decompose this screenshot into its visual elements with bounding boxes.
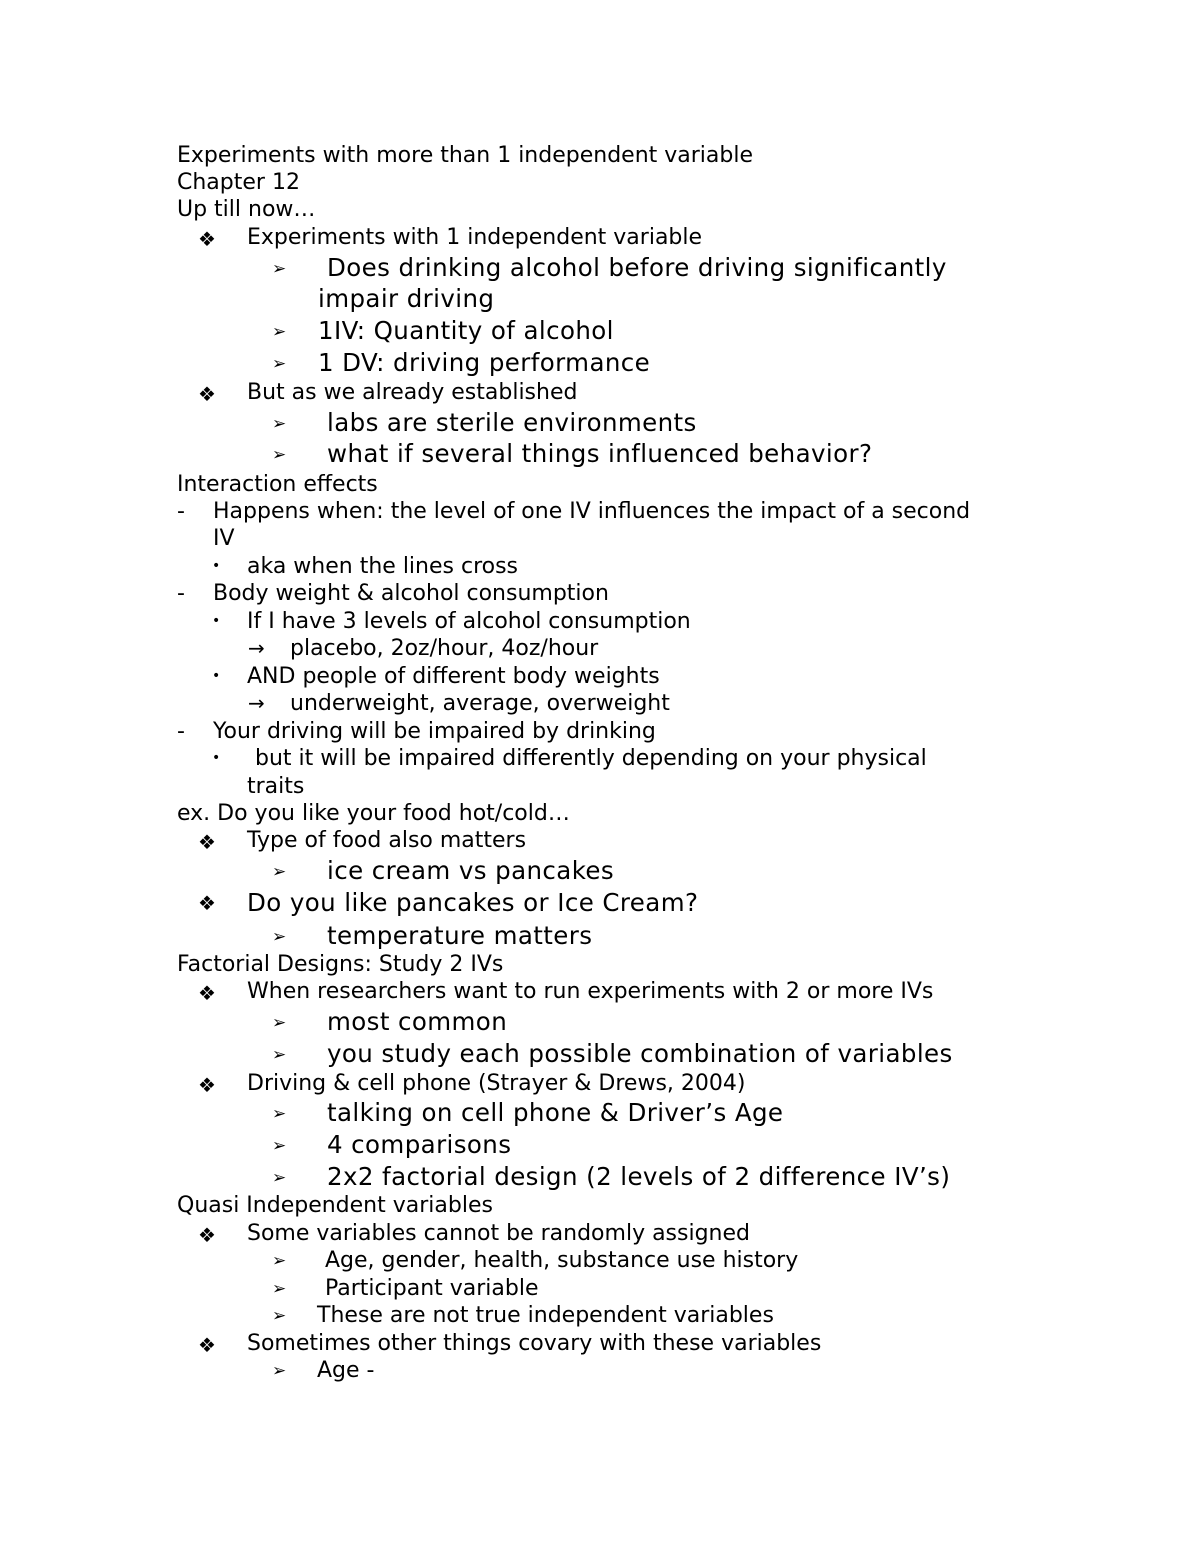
sub-bullet-item: temperature matters	[327, 921, 593, 950]
bullet-item: Your driving will be impaired by drinking	[213, 719, 656, 744]
bullet-continuation: IV	[213, 526, 235, 551]
bullet-item: Do you like pancakes or Ice Cream?	[247, 888, 699, 917]
dash-bullet-icon: -	[177, 719, 185, 744]
sub-bullet-item: 4 comparisons	[327, 1130, 512, 1159]
diamond-bullet-icon: ❖	[198, 891, 216, 915]
dot-bullet-icon: •	[212, 750, 221, 766]
bullet-item: But as we already established	[247, 380, 578, 405]
arrowhead-bullet-icon: ➢	[272, 927, 287, 947]
dash-bullet-icon: -	[177, 499, 185, 524]
sub-bullet-item: Age -	[317, 1358, 375, 1383]
diamond-bullet-icon: ❖	[198, 1073, 216, 1097]
bullet-item: Type of food also matters	[247, 828, 527, 853]
bullet-item: When researchers want to run experiments with 2 or more IVs	[247, 979, 934, 1004]
arrowhead-bullet-icon: ➢	[272, 354, 287, 374]
sub-bullet-item: Age, gender, health, substance use history	[325, 1248, 799, 1273]
sub-bullet-item: what if several things influenced behavior?	[327, 439, 873, 468]
bullet-item: Driving & cell phone (Strayer & Drews, 2004)	[247, 1071, 746, 1096]
diamond-bullet-icon: ❖	[198, 1333, 216, 1357]
arrowhead-bullet-icon: ➢	[272, 862, 287, 882]
diamond-bullet-icon: ❖	[198, 382, 216, 406]
sub-bullet-item: most common	[327, 1007, 508, 1036]
arrowhead-bullet-icon: ➢	[272, 445, 287, 465]
section-heading: ex. Do you like your food hot/cold…	[177, 801, 570, 826]
dot-bullet-icon: •	[212, 668, 221, 684]
dot-bullet-icon: •	[212, 613, 221, 629]
section-heading: Factorial Designs: Study 2 IVs	[177, 952, 504, 977]
sub-bullet-item: 1 DV: driving performance	[318, 348, 651, 377]
arrowhead-bullet-icon: ➢	[272, 1279, 287, 1299]
sub-bullet-item: AND people of different body weights	[247, 664, 660, 689]
dash-bullet-icon: -	[177, 581, 185, 606]
sub-bullet-continuation: impair driving	[318, 284, 495, 313]
arrowhead-bullet-icon: ➢	[272, 1136, 287, 1156]
sub-bullet-item: Does drinking alcohol before driving significantly	[327, 253, 947, 282]
sub-bullet-item: aka when the lines cross	[247, 554, 519, 579]
chapter-label: Chapter 12	[177, 170, 300, 195]
right-arrow-icon: →	[248, 636, 265, 660]
sub-bullet-item: you study each possible combination of variables	[327, 1039, 953, 1068]
section-heading: Quasi Independent variables	[177, 1193, 493, 1218]
sub-bullet-item: 2x2 factorial design (2 levels of 2 difference IV’s)	[327, 1162, 951, 1191]
section-heading: Up till now…	[177, 197, 316, 222]
diamond-bullet-icon: ❖	[198, 227, 216, 251]
arrowhead-bullet-icon: ➢	[272, 1306, 287, 1326]
arrow-item: underweight, average, overweight	[290, 691, 670, 716]
arrowhead-bullet-icon: ➢	[272, 1013, 287, 1033]
sub-bullet-item: If I have 3 levels of alcohol consumption	[247, 609, 691, 634]
sub-bullet-item: These are not true independent variables	[317, 1303, 774, 1328]
arrowhead-bullet-icon: ➢	[272, 1361, 287, 1381]
dot-bullet-icon: •	[212, 558, 221, 574]
sub-bullet-item: labs are sterile environments	[327, 408, 697, 437]
arrow-item: placebo, 2oz/hour, 4oz/hour	[290, 636, 599, 661]
bullet-item: Some variables cannot be randomly assigned	[247, 1221, 751, 1246]
bullet-item: Experiments with 1 independent variable	[247, 225, 703, 250]
diamond-bullet-icon: ❖	[198, 1223, 216, 1247]
arrowhead-bullet-icon: ➢	[272, 322, 287, 342]
document-title: Experiments with more than 1 independent variable	[177, 143, 754, 168]
bullet-item: Happens when: the level of one IV influences the impact of a second	[213, 499, 971, 524]
diamond-bullet-icon: ❖	[198, 981, 216, 1005]
arrowhead-bullet-icon: ➢	[272, 1104, 287, 1124]
sub-bullet-item: talking on cell phone & Driver’s Age	[327, 1098, 784, 1127]
bullet-item: Sometimes other things covary with these variables	[247, 1331, 822, 1356]
sub-bullet-item: but it will be impaired differently depending on your physical	[255, 746, 927, 771]
diamond-bullet-icon: ❖	[198, 830, 216, 854]
arrowhead-bullet-icon: ➢	[272, 1168, 287, 1188]
sub-bullet-item: ice cream vs pancakes	[327, 856, 615, 885]
right-arrow-icon: →	[248, 691, 265, 715]
arrowhead-bullet-icon: ➢	[272, 1251, 287, 1271]
arrowhead-bullet-icon: ➢	[272, 259, 287, 279]
sub-bullet-item: Participant variable	[325, 1276, 539, 1301]
sub-bullet-item: 1IV: Quantity of alcohol	[318, 316, 614, 345]
section-heading: Interaction effects	[177, 472, 378, 497]
bullet-item: Body weight & alcohol consumption	[213, 581, 609, 606]
arrowhead-bullet-icon: ➢	[272, 414, 287, 434]
arrowhead-bullet-icon: ➢	[272, 1045, 287, 1065]
sub-bullet-continuation: traits	[247, 774, 305, 799]
